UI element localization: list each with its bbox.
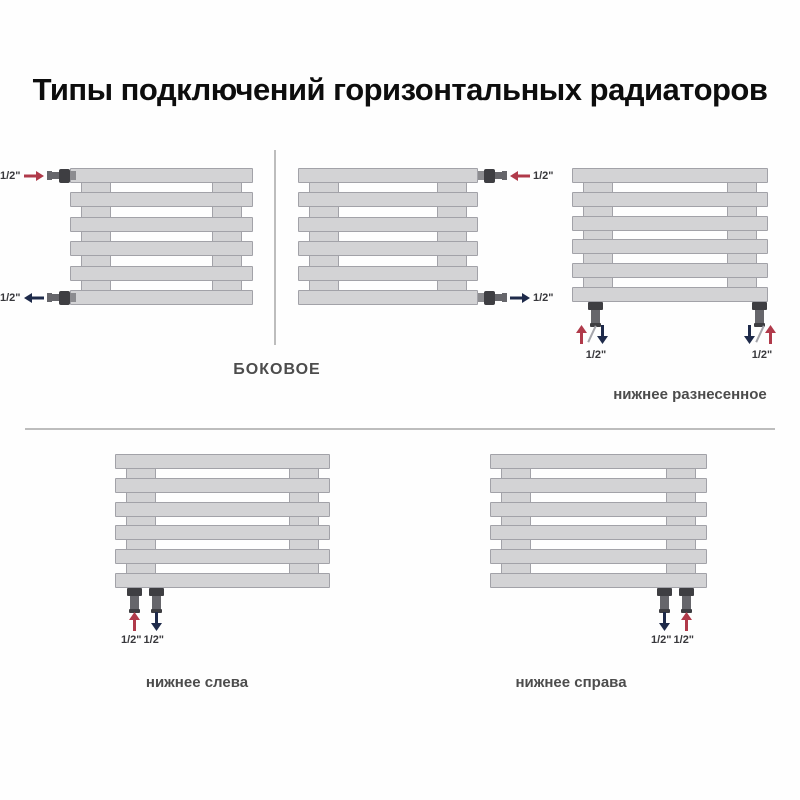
radiator-tube <box>298 217 478 232</box>
radiator-tube <box>572 287 768 302</box>
bottom-pipe-icon <box>657 588 672 613</box>
radiator-tube <box>115 478 330 493</box>
collector-tab-left <box>81 256 111 265</box>
bottom-pipe-icon <box>127 588 142 613</box>
radiator-tube <box>298 266 478 281</box>
return-arrow-down-icon <box>744 325 755 344</box>
connection-side-right-supply <box>478 168 554 183</box>
collector-tab-right <box>212 256 242 265</box>
radiator-tube <box>115 502 330 517</box>
radiator-tube <box>298 168 478 183</box>
collector-tab-left <box>501 540 531 549</box>
collector-tab-left <box>501 564 531 573</box>
radiator-collector <box>70 256 253 265</box>
collector-tab-left <box>309 183 339 192</box>
collector-tab-right <box>289 540 319 549</box>
radiator-tube <box>572 192 768 207</box>
radiator-tube <box>115 525 330 540</box>
radiator-collector <box>298 207 478 216</box>
collector-tab-left <box>126 517 156 526</box>
fitting-stem <box>130 596 139 609</box>
radiator-tube <box>115 454 330 469</box>
collector-tab-left <box>81 207 111 216</box>
radiator-collector <box>490 540 707 549</box>
collector-tab-left <box>583 278 613 287</box>
slash-divider <box>587 325 596 342</box>
radiator-tube <box>490 525 707 540</box>
radiator-collector <box>298 183 478 192</box>
fitting-hex-nut <box>588 302 603 310</box>
pipe-size-label: 1/2" <box>121 634 142 646</box>
radiator-body-bottom-spread <box>572 168 768 302</box>
fitting-stem <box>682 596 691 609</box>
collector-tab-left <box>583 254 613 263</box>
collector-tab-left <box>126 493 156 502</box>
collector-tab-left <box>583 183 613 192</box>
radiator-tube <box>572 263 768 278</box>
radiator-tube <box>490 454 707 469</box>
collector-tab-right <box>437 256 467 265</box>
collector-tab-left <box>309 232 339 241</box>
radiator-collector <box>572 207 768 216</box>
radiator-collector <box>70 281 253 290</box>
supply-arrow-up-icon <box>129 612 140 631</box>
fitting-hex-nut <box>657 588 672 596</box>
page-title: Типы подключений горизонтальных радиаторов <box>32 72 768 107</box>
radiator-collector <box>572 183 768 192</box>
supply-arrow-up-icon <box>681 612 692 631</box>
connection-side-left-supply <box>0 168 76 183</box>
collector-tab-left <box>309 256 339 265</box>
fitting-stem <box>495 172 502 179</box>
collector-tab-right <box>289 517 319 526</box>
radiator-body-side-left <box>70 168 253 305</box>
collector-tab-right <box>666 493 696 502</box>
radiator-collector <box>70 232 253 241</box>
pipe-size-labels <box>651 634 694 646</box>
radiator-collector <box>115 493 330 502</box>
radiator-collector <box>572 278 768 287</box>
fitting-stem <box>660 596 669 609</box>
radiator-tube <box>572 216 768 231</box>
pipe-fitting-icon <box>478 291 507 305</box>
vertical-divider <box>274 150 276 345</box>
fitting-stem <box>152 596 161 609</box>
radiator-collector <box>490 469 707 478</box>
slash-divider <box>755 325 764 342</box>
radiator-collector <box>70 207 253 216</box>
collector-tab-right <box>437 232 467 241</box>
radiator-body-bottom-right <box>490 454 707 588</box>
return-arrow-down-icon <box>659 612 670 631</box>
fitting-hex-nut <box>149 588 164 596</box>
fitting-hex-nut <box>59 169 70 183</box>
fitting-stem <box>591 310 600 323</box>
radiator-collector <box>490 517 707 526</box>
radiator-body-side-right <box>298 168 478 305</box>
pipe-size-label: 1/2" <box>673 634 695 646</box>
radiator-tube <box>115 573 330 588</box>
collector-tab-left <box>81 183 111 192</box>
radiator-collector <box>572 231 768 240</box>
radiator-tube <box>115 549 330 564</box>
collector-tab-left <box>126 564 156 573</box>
radiator-tube <box>490 502 707 517</box>
radiator-tube <box>70 241 253 256</box>
collector-tab-right <box>212 281 242 290</box>
pipe-fitting-icon <box>47 169 76 183</box>
radiator-tube <box>298 241 478 256</box>
radiator-tube <box>70 266 253 281</box>
caption-bottom-left: нижнее слева <box>145 674 249 691</box>
collector-tab-right <box>212 232 242 241</box>
radiator-collector <box>298 232 478 241</box>
collector-tab-right <box>666 469 696 478</box>
fitting-collar <box>70 171 76 180</box>
collector-tab-right <box>437 207 467 216</box>
radiator-tube <box>490 478 707 493</box>
bottom-pipe-icon <box>588 302 603 327</box>
caption-bottom-right: нижнее справа <box>515 674 627 691</box>
collector-tab-right <box>666 540 696 549</box>
return-arrow-left-icon <box>24 293 44 303</box>
fitting-hex-nut <box>484 291 495 305</box>
caption-side-connection: БОКОВОЕ <box>233 361 321 378</box>
collector-tab-left <box>309 207 339 216</box>
collector-tab-right <box>437 281 467 290</box>
pipe-size-label: 1/2" <box>533 291 554 304</box>
radiator-tube <box>572 168 768 183</box>
collector-tab-left <box>583 231 613 240</box>
collector-tab-left <box>501 517 531 526</box>
pipe-size-label: 1/2" <box>0 169 21 182</box>
pipe-size-label: 1/2" <box>751 349 773 361</box>
fitting-cap <box>502 293 507 302</box>
collector-tab-right <box>727 254 757 263</box>
radiator-tube <box>490 573 707 588</box>
fitting-stem <box>52 294 59 301</box>
collector-tab-left <box>81 281 111 290</box>
radiator-body-bottom-left <box>115 454 330 588</box>
collector-tab-right <box>666 517 696 526</box>
fitting-stem <box>495 294 502 301</box>
collector-tab-right <box>666 564 696 573</box>
radiator-collector <box>115 469 330 478</box>
fitting-stem <box>755 310 764 323</box>
fitting-hex-nut <box>59 291 70 305</box>
pipe-size-label: 1/2" <box>585 349 607 361</box>
flow-arrows-spread-right <box>744 325 776 344</box>
radiator-collector <box>490 493 707 502</box>
caption-bottom-spread: нижнее разнесенное <box>613 386 767 403</box>
supply-arrow-left-icon <box>510 171 530 181</box>
radiator-tube <box>572 239 768 254</box>
horizontal-divider <box>25 428 775 430</box>
collector-tab-left <box>501 469 531 478</box>
pipe-size-labels <box>121 634 164 646</box>
collector-tab-right <box>289 469 319 478</box>
bottom-pipe-icon <box>679 588 694 613</box>
bottom-pipe-icon <box>149 588 164 613</box>
flow-arrows-spread-left <box>576 325 608 344</box>
pipe-fitting-icon <box>478 169 507 183</box>
pipe-size-label: 1/2" <box>651 634 672 646</box>
radiator-collector <box>490 564 707 573</box>
radiator-collector <box>115 540 330 549</box>
pipe-size-label: 1/2" <box>0 291 21 304</box>
return-arrow-down-icon <box>597 325 608 344</box>
collector-tab-right <box>212 183 242 192</box>
collector-tab-right <box>727 278 757 287</box>
collector-tab-left <box>501 493 531 502</box>
collector-tab-left <box>309 281 339 290</box>
collector-tab-right <box>727 231 757 240</box>
collector-tab-right <box>289 564 319 573</box>
collector-tab-left <box>583 207 613 216</box>
radiator-collector <box>115 517 330 526</box>
radiator-collector <box>298 256 478 265</box>
supply-arrow-up-icon <box>576 325 587 344</box>
fitting-hex-nut <box>752 302 767 310</box>
collector-tab-right <box>212 207 242 216</box>
connection-side-right-return <box>478 290 554 305</box>
fitting-hex-nut <box>484 169 495 183</box>
collector-tab-left <box>126 540 156 549</box>
collector-tab-right <box>727 207 757 216</box>
collector-tab-left <box>81 232 111 241</box>
radiator-tube <box>70 192 253 207</box>
pipe-fitting-icon <box>47 291 76 305</box>
collector-tab-right <box>727 183 757 192</box>
collector-tab-right <box>289 493 319 502</box>
fitting-hex-nut <box>679 588 694 596</box>
bottom-pipe-icon <box>752 302 767 327</box>
fitting-hex-nut <box>127 588 142 596</box>
supply-arrow-up-icon <box>765 325 776 344</box>
radiator-tube <box>70 168 253 183</box>
supply-arrow-right-icon <box>24 171 44 181</box>
radiator-tube <box>490 549 707 564</box>
return-arrow-down-icon <box>151 612 162 631</box>
radiator-collector <box>70 183 253 192</box>
pipe-size-label: 1/2" <box>143 634 165 646</box>
radiator-tube <box>70 217 253 232</box>
collector-tab-left <box>126 469 156 478</box>
radiator-collector <box>298 281 478 290</box>
pipe-size-label: 1/2" <box>533 169 554 182</box>
radiator-collector <box>115 564 330 573</box>
fitting-stem <box>52 172 59 179</box>
connection-side-left-return <box>0 290 76 305</box>
radiator-collector <box>572 254 768 263</box>
fitting-cap <box>502 171 507 180</box>
radiator-tube <box>298 290 478 305</box>
collector-tab-right <box>437 183 467 192</box>
fitting-collar <box>70 293 76 302</box>
radiator-tube <box>298 192 478 207</box>
radiator-tube <box>70 290 253 305</box>
return-arrow-right-icon <box>510 293 530 303</box>
